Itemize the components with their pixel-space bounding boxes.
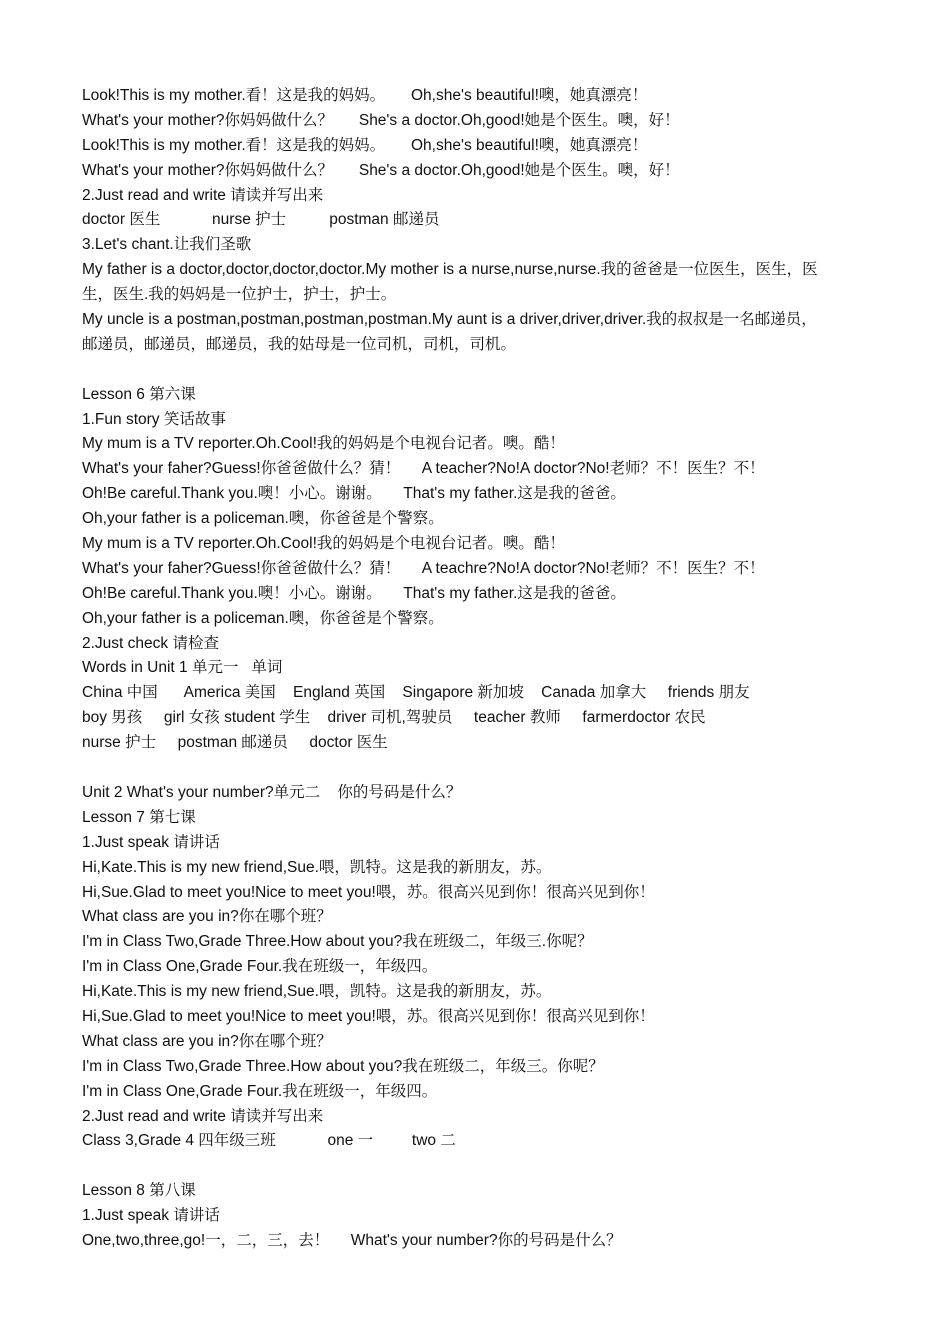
section-heading: 1.Just speak 请讲话 [82, 1207, 220, 1225]
text-line: What class are you in?你在哪个班？ [82, 908, 332, 926]
vocabulary-line: China 中国 America 美国 England 英国 Singapore 新加坡 Canada 加拿大 friends 朋友 [82, 684, 750, 702]
document-page [82, 84, 877, 1254]
text-line: I'm in Class Two,Grade Three.How about you?我在班级二，年级三.你呢？ [82, 933, 593, 951]
text-line: My mum is a TV reporter.Oh.Cool!我的妈妈是个电视台记者。噢。酷！ [82, 535, 565, 553]
vocabulary-line: Class 3,Grade 4 四年级三班 one 一 two 二 [82, 1132, 456, 1150]
section-heading: 2.Just read and write 请读并写出来 [82, 186, 324, 204]
text-line: What's your faher?Guess!你爸爸做什么？猜！ A teachre?No!A doctor?No!老师？不！医生？不！ [82, 559, 765, 577]
text-line: Oh!Be careful.Thank you.噢！小心。谢谢。 That's my father.这是我的爸爸。 [82, 485, 626, 503]
text-line: Oh,your father is a policeman.噢，你爸爸是个警察。 [82, 609, 444, 627]
text-line: What's your mother?你妈妈做什么？ She's a doctor.Oh,good!她是个医生。噢，好！ [82, 161, 680, 179]
lesson-heading: Lesson 6 第六课 [82, 385, 196, 403]
text-line: One,two,three,go!一，二，三，去！ What's your number?你的号码是什么？ [82, 1231, 622, 1249]
section-heading: 2.Just check 请检查 [82, 634, 219, 652]
vocabulary-line: doctor 医生 nurse 护士 postman 邮递员 [82, 211, 440, 229]
text-line: My father is a doctor,doctor,doctor,doctor.My mother is a nurse,nurse,nurse.我的爸爸是一位医生，医生，医 [82, 261, 818, 279]
text-line: Hi,Sue.Glad to meet you!Nice to meet you!喂，苏。很高兴见到你！很高兴见到你！ [82, 1007, 655, 1025]
vocabulary-line: nurse 护士 postman 邮递员 doctor 医生 [82, 734, 388, 752]
text-line: 邮递员，邮递员，邮递员，我的姑母是一位司机，司机，司机。 [82, 335, 517, 353]
lesson-heading: Lesson 8 第八课 [82, 1182, 196, 1200]
text-line: What's your faher?Guess!你爸爸做什么？猜！ A teacher?No!A doctor?No!老师？不！医生？不！ [82, 460, 765, 478]
text-line: What's your mother?你妈妈做什么？ She's a doctor.Oh,good!她是个医生。噢，好！ [82, 111, 680, 129]
blank-line [82, 1154, 877, 1179]
text-line: What class are you in?你在哪个班？ [82, 1032, 332, 1050]
vocabulary-line: boy 男孩 girl 女孩 student 学生 driver 司机,驾驶员 teacher 教师 farmerdoctor 农民 [82, 709, 706, 727]
section-heading: 1.Just speak 请讲话 [82, 833, 220, 851]
text-line: Oh,your father is a policeman.噢，你爸爸是个警察。 [82, 510, 444, 528]
text-line: Hi,Kate.This is my new friend,Sue.喂，凯特。这是我的新朋友，苏。 [82, 858, 552, 876]
lesson-heading: Lesson 7 第七课 [82, 808, 196, 826]
text-line: I'm in Class One,Grade Four.我在班级一，年级四。 [82, 958, 438, 976]
text-line: Look!This is my mother.看！这是我的妈妈。 Oh,she's beautiful!噢，她真漂亮！ [82, 136, 648, 154]
section-heading: 3.Let's chant.让我们圣歌 [82, 236, 252, 254]
section-heading: Words in Unit 1 单元一 单词 [82, 659, 283, 677]
text-line: My mum is a TV reporter.Oh.Cool!我的妈妈是个电视台记者。噢。酷！ [82, 435, 565, 453]
text-line: Look!This is my mother.看！这是我的妈妈。 Oh,she's beautiful!噢，她真漂亮！ [82, 87, 648, 104]
text-line: Hi,Sue.Glad to meet you!Nice to meet you!喂，苏。很高兴见到你！很高兴见到你！ [82, 883, 655, 901]
text-line: I'm in Class One,Grade Four.我在班级一，年级四。 [82, 1082, 438, 1100]
unit-heading: Unit 2 What's your number?单元二 你的号码是什么？ [82, 783, 462, 801]
text-line: My uncle is a postman,postman,postman,postman.My aunt is a driver,driver,driver.我的叔叔是一名邮递员， [82, 311, 817, 329]
text-line: Oh!Be careful.Thank you.噢！小心。谢谢。 That's my father.这是我的爸爸。 [82, 584, 626, 602]
text-line: I'm in Class Two,Grade Three.How about you?我在班级二，年级三。你呢？ [82, 1057, 604, 1075]
text-line: 生，医生.我的妈妈是一位护士，护士，护士。 [82, 286, 397, 304]
section-heading: 1.Fun story 笑话故事 [82, 410, 226, 428]
blank-line [82, 756, 877, 781]
text-line: Hi,Kate.This is my new friend,Sue.喂，凯特。这是我的新朋友，苏。 [82, 983, 552, 1001]
blank-line [82, 358, 877, 383]
section-heading: 2.Just read and write 请读并写出来 [82, 1107, 324, 1125]
